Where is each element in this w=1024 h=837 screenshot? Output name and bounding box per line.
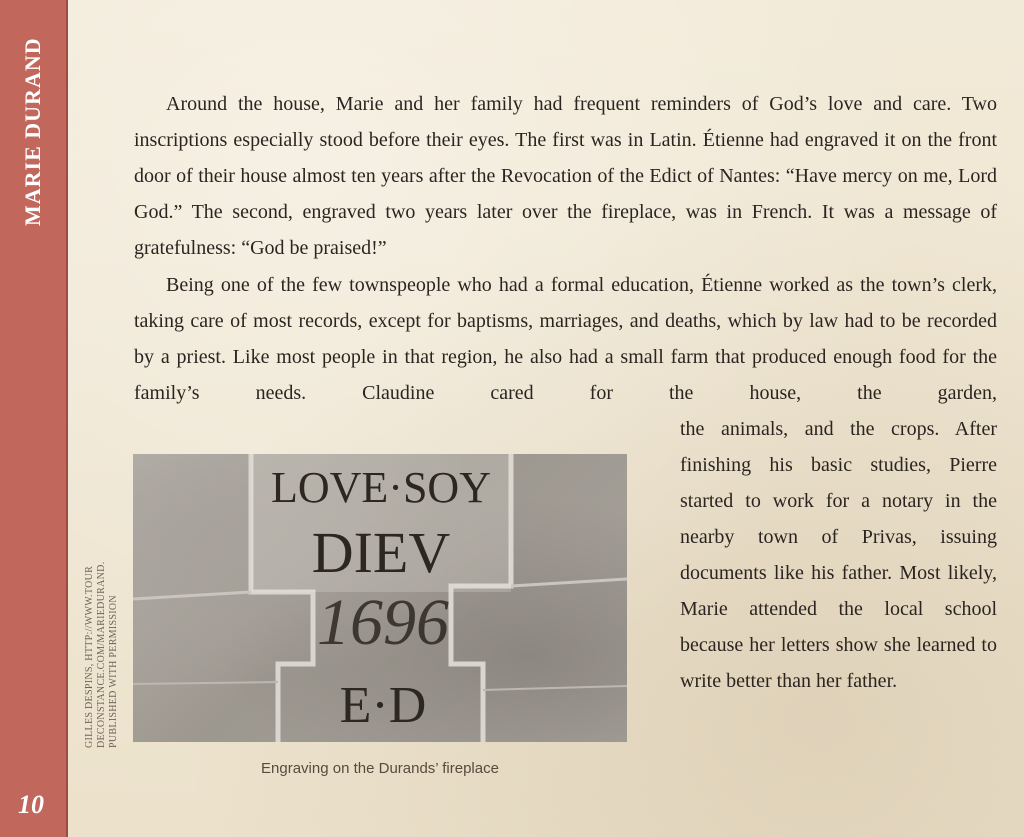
inscription-line-1: LOVE·SOY [271, 463, 491, 512]
photo-credit: GILLES DESPINS, HTTP://WWW.TOUR DECONSTANCE.COM/MARIEDURAND. PUBLISHED WITH PERMISSION [84, 561, 119, 748]
photo-caption: Engraving on the Durands’ fireplace [261, 760, 499, 777]
paragraph-2: Being one of the few townspeople who had a formal education, Étienne worked as the town’s clerk, taking care of most records, except for baptisms, marriages, and deaths, which by law had to be recorded by a priest. Like most people in that region, he also had a small farm that produced enough food for the family’s needs. Claudine cared for the house, the garden, [134, 274, 997, 404]
paragraph-1: Around the house, Marie and her family had frequent reminders of God’s love and care. Two inscriptions especially stood before their eyes. The first was in Latin. Étienne had engraved it on the front door of their house almost ten years after the Revocation of the Edict of Nantes: “Have mercy on me, Lord God.” The second, engraved two years later over the fireplace, was in French. It was a message of gratefulness: “God be praised!” [134, 93, 997, 259]
paragraph-2-continued: the animals, and the crops. After finishing his basic studies, Pierre started to work for a notary in the nearby town of Privas, issuing documents like his father. Most likely, Marie attended the local school because her letters show she learned to write better than her father. [680, 418, 997, 692]
fireplace-engraving-photo [133, 454, 627, 742]
inscription-line-3: 1696 [317, 586, 449, 659]
inscription-line-4: E·D [339, 677, 427, 734]
running-head: MARIE DURAND [20, 37, 45, 226]
page-number: 10 [18, 790, 44, 819]
engraved-stone-image [133, 454, 627, 742]
inscription-line-2: DIEV [311, 520, 451, 585]
